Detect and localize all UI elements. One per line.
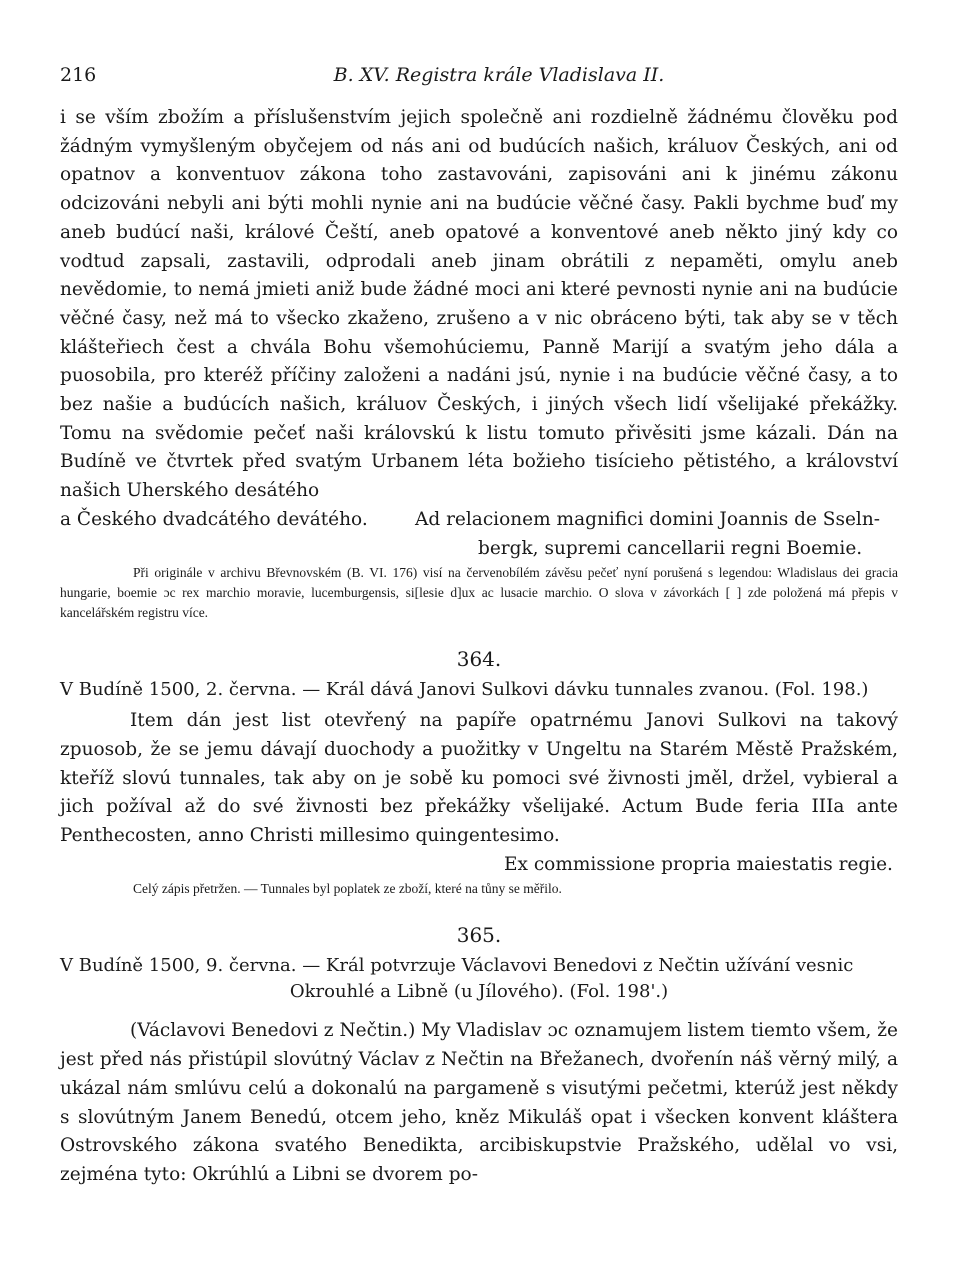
document-365-regest-line1: V Budíně 1500, 9. června. — Král potvrzuje Václavovi Benedovi z Nečtin užívání vesnic [60, 955, 854, 977]
relation-line-continuation: bergk, supremi cancellarii regni Boemie. [478, 537, 863, 559]
document-364-signoff: Ex commissione propria maiestatis regie. [504, 853, 893, 875]
document-363-continuation [60, 104, 898, 623]
document-364-body: Item dán jest list otevřený na papíře opatrnému Janovi Sulkovi na takový zpuosob, že se jemu dávají duochody a puožitky v Ungeltu na Starém Městě Pražském, kteříž slovú tunnales, tak aby on je sobě ku pomoci své živnosti jměl, držel, vybieral a jich požíval až do své živnosti bez překážky všelijaké. Actum Bude feria IIIa ante Penthecosten, anno Christi millesimo quingentesimo. [60, 710, 898, 847]
document-364-footnote: Celý zápis přetržen. — Tunnales byl poplatek ze zboží, které na tůny se měřilo. [133, 881, 562, 897]
document-364 [60, 645, 898, 899]
running-title: B. XV. Registra krále Vladislava II. [333, 64, 665, 86]
document-364-regest: V Budíně 1500, 2. června. — Král dává Janovi Sulkovi dávku tunnales zvanou. (Fol. 198.) [60, 679, 869, 701]
page-header [60, 60, 898, 100]
document-365-regest-line2: Okrouhlé a Libně (u Jílového). (Fol. 198'.) [289, 981, 669, 1003]
document-365 [60, 921, 898, 1189]
document-363-body: i se vším zbožím a příslušenstvím jejich společně ani rozdielně žádnému člověku pod žádným vymyšleným obyčejem od nás ani od budúcích našich, králuov Českých, ani od opatnov a konventuov zákona toho zastavováni, zapisováni ani k jinému zákonu odcizováni nebyli ani býti mohli nynie ani na budúcie věčné časy. Pakli bychme buď my aneb budúcí naši, králové Čeští, aneb opatové a konventové aneb někto jiný kdy co vodtud zapsali, zastavili, odprodali aneb jinam obrátili z nepaměti, omylu aneb nevědomie, to nemá jmieti aniž bude žádné moci ani které pevnosti nynie ani na budúcie věčné časy, než má to všecko zkaženo, zrušeno a v nic obráceno býti, tak aby se v těch klášteřiech čest a chvála Bohu všemohúciemu, Panně Marijí a svatým jeho dála a puosobila, pro kteréž příčiny založeni a nadáni jsú, nynie i na budúcie věčné časy, a to bez našie a budúcích našich, králuov Českých, i jiných všech lidí všelijaké překážky. Tomu na svědomie pečeť naši královskú k listu tomuto přivěsiti jsme kázali. Dán na Budíně ve čtvrtek před svatým Urbanem léta božieho tisícieho pětistého, a království našich Uherského desátého [60, 107, 898, 502]
relation-line-note: Ad relacionem magnifici domini Joannis de Sseln- [415, 508, 880, 530]
document-365-body: (Václavovi Benedovi z Nečtin.) My Vladislav ɔc oznamujem listem tiemto všem, že jest před nás přistúpil slovútný Václav z Nečtin na Břežanech, dvořenín náš věrný milý, a ukázal nám smlúvu celú a dokonalú na pargameně s visutými pečetmi, kterúž jest někdy s slovútným Janem Benedú, otcem jeho, kněz Mikuláš opat i všecken konvent kláštera Ostrovského zákona svatého Benedikta, arcibiskupstvie Pražského, udělal vo vsi, zejména tyto: Okrúhlú a Libni se dvorem po- [60, 1020, 898, 1185]
relation-line [60, 506, 898, 535]
document-364-number: 364. [456, 647, 502, 672]
page-number: 216 [60, 64, 97, 86]
document-365-number: 365. [456, 923, 502, 948]
document-363-footnote: Při originále v archivu Břevnovském (B. VI. 176) visí na červenobílém závěsu pečeť nyní porušená s legendou: Wladislaus dei gracia hungarie, boemie ɔc rex marchio moravie, lucemburgensis, si[lesie d]ux ac lusacie marchio. O slova v závorkách [ ] zde položená má přepis v kancelářském registru více. [60, 565, 898, 621]
relation-line-date: a Českého dvadcátého devátého. [60, 508, 368, 530]
